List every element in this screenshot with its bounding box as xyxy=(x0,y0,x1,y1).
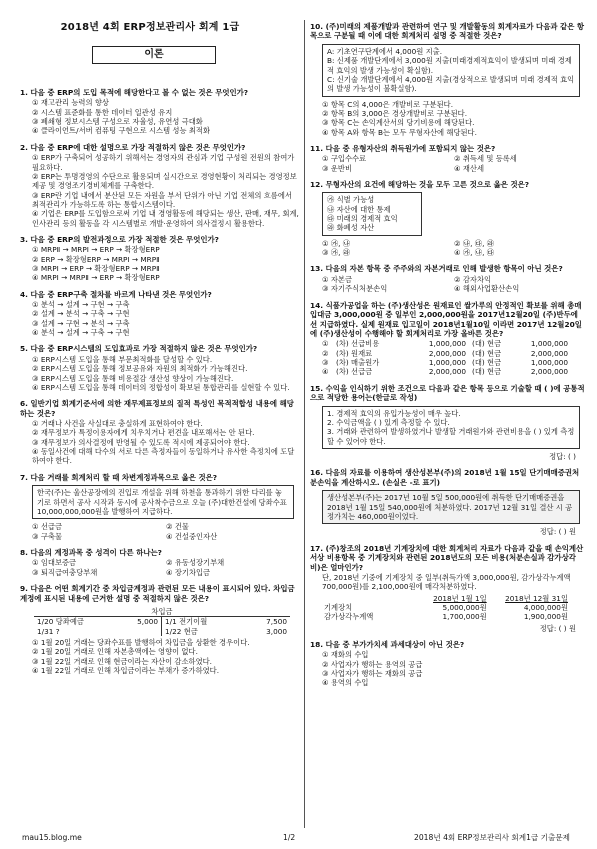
column-header: 2018년 1월 1일 xyxy=(433,593,487,603)
question-10 xyxy=(310,22,586,137)
option: ① ㉮, ㉯ xyxy=(322,238,351,248)
option: ① MRPⅡ → MRPⅠ → ERP → 확장형ERP xyxy=(32,245,160,255)
question-stem: 3. 다음 중 ERP의 발전과정으로 가장 적절한 것은 무엇인가? xyxy=(20,234,219,244)
option: ① 거래나 사건을 사실대로 충실하게 표현하여야 한다. xyxy=(32,419,203,429)
option: ④ 재산세 xyxy=(454,163,485,173)
footer-title: 2018년 4회 ERP정보관리사 회계1급 기출문제 xyxy=(414,833,570,842)
journal-row: ④ (차) 선급금 2,000,000 (대) 현금 2,000,000 xyxy=(322,367,568,377)
ledger-date: 1/1 xyxy=(165,617,177,627)
ledger-amount: 7,500 xyxy=(266,617,287,627)
option: ② 감자차익 xyxy=(454,274,492,284)
box-line: 3. 거래와 관련하여 발생하였거나 발생할 거래원가와 관련비용을 ( ) 있게 측정할 수 있어야 한다. xyxy=(327,427,575,446)
option: ④ 장기차입금 xyxy=(166,567,211,577)
box-line: A: 기초연구단계에서 4,000원 지출. xyxy=(327,46,443,56)
journal-row: ① (차) 선급비용 1,000,000 (대) 현금 1,000,000 xyxy=(322,339,568,349)
answer-line: 정답: ( ) xyxy=(549,452,576,462)
row-label: 감가상각누계액 xyxy=(324,612,374,622)
option: ① 구입수수료 xyxy=(322,154,367,164)
option: ② 사업자가 행하는 용역의 공급 xyxy=(322,659,423,669)
journal-row: ③ (차) 매출원가 1,000,000 (대) 현금 1,000,000 xyxy=(322,358,568,368)
option: ② ERP시스템 도입을 통해 정보공유와 자원의 최적화가 가능해진다. xyxy=(32,364,248,374)
option: ② 항목 B의 3,000은 경상개발비로 구분된다. xyxy=(322,108,468,118)
option: ① 분석 → 설계 → 구현 → 구축 xyxy=(32,300,130,310)
page-title: 2018년 4회 ERP정보관리사 회계 1급 xyxy=(60,22,240,33)
option: ③ MRPⅠ → ERP → 확장형ERP → MRPⅡ xyxy=(32,264,160,273)
option: ④ 클라이언트/서버 컴퓨팅 구현으로 시스템 성능 최적화 xyxy=(32,126,210,136)
question-stem: 13. 다음의 자본 항목 중 주주와의 자본거래로 인해 발생한 항목이 아닌 것은? xyxy=(310,264,563,274)
option: ④ ㉮, ㉯, ㉰ xyxy=(454,248,495,258)
option: ③ 퇴직급여충당부채 xyxy=(32,567,98,577)
question-16 xyxy=(310,468,586,536)
box-line: ㉮ 식별 가능성 xyxy=(327,195,375,205)
option: ① ERP가 구축되어 성공하기 위해서는 경영자의 관심과 기업 구성원 전원의 참여가 필요하다. xyxy=(32,153,295,172)
right-column xyxy=(310,22,586,695)
option: ① 항목 C의 4,000은 개발비로 구분된다. xyxy=(322,99,454,109)
question-stem: 12. 무형자산의 요건에 해당하는 것을 모두 고른 것으로 옳은 것은? xyxy=(310,180,530,190)
question-stem: 11. 다음 중 유형자산의 취득원가에 포함되지 않는 것은? xyxy=(310,143,496,153)
option: ④ 용역의 수입 xyxy=(322,678,369,688)
option: ① 재고관리 능력의 향상 xyxy=(32,98,109,108)
question-stem: 7. 다음 거래를 회계처리 할 때 차변계정과목으로 옳은 것은? xyxy=(20,472,218,482)
ledger-item: 전기이월 xyxy=(179,617,208,627)
question-stem: 1. 다음 중 ERP의 도입 목적에 해당한다고 볼 수 없는 것은 무엇인가? xyxy=(20,88,249,97)
ledger-amount: 3,000 xyxy=(266,626,287,636)
option: ③ ㉮, ㉱ xyxy=(322,248,351,258)
option: ① 자본금 xyxy=(322,274,353,284)
question-stem: 9. 다음은 어떤 회계기간 중 차입금계정과 관련된 모든 내용이 표시되어 있다. 차입금계정에 표시된 내용에 근거한 설명 중 적절하지 않은 것은? xyxy=(20,584,295,603)
option: ② 1월 20일 거래로 인해 자본총액에는 영향이 없다. xyxy=(32,647,198,657)
left-column xyxy=(20,88,300,682)
question-8 xyxy=(20,548,300,577)
question-box: 생산성본부(주)는 2017년 10월 5일 500,000원에 취득한 단기매매증권을 2018년 1월 15일 540,000원에 처분하였다. 2017년 12월 31일 결산 시 공정가치는 460,000원이었다. xyxy=(322,490,580,524)
question-stem: 2. 다음 중 ERP에 대한 설명으로 가장 적절하지 않은 것은 무엇인가? xyxy=(20,142,246,152)
question-4 xyxy=(20,290,300,338)
option: ③ 자기주식처분손익 xyxy=(322,284,388,294)
column-divider xyxy=(304,20,305,828)
question-stem: 8. 다음의 계정과목 중 성격이 다른 하나는? xyxy=(20,547,162,557)
option: ④ 해외사업환산손익 xyxy=(454,284,520,294)
option: ③ 설계 → 구현 → 분석 → 구축 xyxy=(32,318,130,328)
option: ② 설계 → 분석 → 구축 → 구현 xyxy=(32,309,130,319)
box-line: ㉱ 화폐성 자산 xyxy=(327,223,375,233)
box-line: B: 신제품 개발단계에서 3,000원 지출(미래경제적효익이 발생되며 미래 경제적 효익의 발생 가능성이 확실함). xyxy=(327,56,572,75)
question-stem: 6. 일반기업 회계기준서에 의한 재무제표정보의 질적 특성인 목적적합성 내용에 해당하는 것은? xyxy=(20,399,294,418)
question-box: 한국(주)는 울산공장에의 진입로 개설을 위해 하천을 통과하기 위한 다리를 놓기로 하면서 공사 시작과 동시에 공사착수금으로 오늘 (주)대한건설에 당좌수표 10,000,000,000원을 발행하여 지급하다. xyxy=(32,485,294,519)
question-18 xyxy=(310,640,586,688)
box-line: 1. 경제적 효익의 유입가능성이 매우 높다. xyxy=(327,408,461,418)
ledger-item: 현금 xyxy=(183,626,198,636)
question-stem: 18. 다음 중 부가가치세 과세대상이 아닌 것은? xyxy=(310,639,465,649)
ledger-amount: 5,000 xyxy=(137,617,158,627)
option: ③ 재무정보가 의사결정에 반영될 수 있도록 적시에 제공되어야 한다. xyxy=(32,437,250,447)
section-label: 이론 xyxy=(92,46,216,64)
option: ④ 건설중인자산 xyxy=(166,531,218,541)
row-label: 기계장치 xyxy=(324,602,353,612)
answer-line: 정답: ( ) 원 xyxy=(539,527,576,537)
box-line: ㉯ 자산에 대한 통제 xyxy=(327,204,391,214)
footer-source: mau15.blog.me xyxy=(22,833,82,842)
option: ③ 1월 22일 거래로 인해 현금이라는 자산이 감소하였다. xyxy=(32,656,212,666)
option: ② 건물 xyxy=(166,522,189,532)
option: ② ERP → 확장형ERP → MRPⅠ → MRPⅡ xyxy=(32,254,160,264)
cell: 1,900,000원 xyxy=(523,612,568,622)
option: ④ 동일사건에 대해 다수의 서로 다른 측정자들이 동일하거나 유사한 측정치에 도달하여야 한다. xyxy=(32,447,295,466)
question-stem: 16. 다음의 자료를 이용하여 생산성본부(주)의 2018년 1월 15일 단기매매증권처분손익을 계산하시오. (손실은 -로 표기) xyxy=(310,468,580,487)
question-2 xyxy=(20,143,300,228)
question-stem: 10. (주)미래의 제품개발과 관련하여 연구 및 개발활동의 회계자료가 다음과 같은 항목으로 구분될 때 이에 대한 회계처리 설명 중 적절한 것은? xyxy=(310,22,585,41)
box-line: C: 신기술 개발단계에서 4,000원 지출(경상적으로 발생되며 미래 경제적 효익의 발생 가능성이 불확실함). xyxy=(327,74,575,94)
question-stem: 15. 수익을 인식하기 위한 조건으로 다음과 같은 항목 등으로 기술할 때 ( )에 공통적으로 적당한 용어는(한글로 작성) xyxy=(310,383,585,403)
option: ③ 사업자가 행하는 재화의 공급 xyxy=(322,669,423,679)
option: ② 유동성장기부채 xyxy=(166,558,225,568)
option: ③ 폐쇄형 정보시스템 구성으로 자율성, 유연성 극대화 xyxy=(32,117,203,127)
option: ① ERP시스템 도입을 통해 부문최적화를 달성할 수 있다. xyxy=(32,354,213,364)
option: ② 시스템 표준화를 통한 데이터 일관성 유지 xyxy=(32,107,173,117)
box-line: ㉰ 미래의 경제적 효익 xyxy=(327,214,398,224)
option: ④ ERP시스템 도입을 통해 데이터의 정합성이 확보된 통합관리를 실현할 수 있다. xyxy=(32,382,290,392)
ledger-date: 1/31 xyxy=(37,626,54,636)
option: ③ 운반비 xyxy=(322,163,353,173)
cell: 4,000,000원 xyxy=(523,602,568,612)
cell: 1,700,000원 xyxy=(442,612,487,622)
column-header: 2018년 12월 31일 xyxy=(505,593,568,603)
option: ④ 항목 A와 항목 B는 모두 무형자산에 해당된다. xyxy=(322,127,477,137)
question-12 xyxy=(310,180,586,257)
question-9 xyxy=(20,584,300,675)
question-3 xyxy=(20,235,300,283)
page-number: 1/2 xyxy=(283,833,296,842)
ledger-item: ? xyxy=(55,626,60,636)
option: ③ ERP시스템 도입을 통해 비용절감 생산성 향상이 가능해진다. xyxy=(32,373,234,383)
option: ② ERP는 투명경영의 수단으로 활용되며 실시간으로 경영현황이 처리되는 경영정보제공 및 경영조기경비체계를 구축한다. xyxy=(32,171,297,191)
option: ④ 분석 → 설계 → 구축 → 구현 xyxy=(32,328,130,338)
cell: 5,000,000원 xyxy=(442,602,487,612)
option: ③ ERP란 기업 내에서 분산된 모든 자원을 부서 단위가 아닌 기업 전체의 흐름에서 최적관리가 가능하도록 하는 통합시스템이다. xyxy=(32,190,292,209)
box-line: 2. 수익금액을 ( ) 있게 측정할 수 있다. xyxy=(327,418,450,428)
option: ④ MRPⅠ → MRPⅡ → ERP → 확장형ERP xyxy=(32,273,160,283)
question-stem: 4. 다음 중 ERP구축 절차를 바르게 나타낸 것은 무엇인가? xyxy=(20,289,212,299)
option: ④ 1월 22일 거래로 인해 차입금이라는 부채가 증가하였다. xyxy=(32,665,220,675)
option: ③ 구축물 xyxy=(32,531,63,541)
question-13 xyxy=(310,264,586,293)
t-account xyxy=(34,607,290,636)
option: ① 재화의 수입 xyxy=(322,650,369,660)
question-14 xyxy=(310,301,586,377)
option: ① 임대보증금 xyxy=(32,558,77,568)
t-account-title: 차입금 xyxy=(151,606,173,616)
option: ③ 항목 C는 손익계산서의 당기비용에 해당된다. xyxy=(322,118,475,128)
ledger-date: 1/20 xyxy=(37,617,54,627)
question-17 xyxy=(310,544,586,633)
question-stem: 17. (주)창조의 2018년 기계장치에 대한 회계처리 자료가 다음과 같을 때 손익계산서상 비용항목 중 기계장치와 관련된 2018년도의 모든 비용(처분손실과 감가상각비)은 얼마인가? xyxy=(310,543,584,572)
option: ② 취득세 및 등록세 xyxy=(454,154,517,164)
option: ② ㉯, ㉰, ㉱ xyxy=(454,238,495,248)
question-5 xyxy=(20,344,300,392)
question-stem: 5. 다음 중 ERP시스템의 도입효과로 가장 적절하지 않은 것은 무엇인가? xyxy=(20,344,258,354)
question-1 xyxy=(20,88,300,136)
question-note: 단, 2018년 기중에 기계장치 중 일부(취득가액 3,000,000원, 감가상각누계액 700,000원)를 2,100,000원에 매각처분하였다. xyxy=(322,573,571,592)
option: ④ 기업은 ERP를 도입함으로써 기업 내 경영활동에 해당되는 생산, 판매, 재무, 회계, 인사관리 등의 활동을 각 시스템별로 개발·운영하여 의사결정시 활용한다. xyxy=(32,209,299,228)
question-15 xyxy=(310,384,586,462)
question-7 xyxy=(20,473,300,541)
option: ① 1월 20일 거래는 당좌수표를 발행하여 차입금을 상환한 경우이다. xyxy=(32,637,250,647)
question-11 xyxy=(310,144,586,173)
ledger-date: 1/22 xyxy=(165,626,182,636)
ledger-item: 당좌예금 xyxy=(55,617,84,627)
option: ② 재무정보가 특정이용자에게 치우치거나 편견을 내포해서는 안 된다. xyxy=(32,428,255,438)
journal-row: ② (차) 원재료 2,000,000 (대) 현금 2,000,000 xyxy=(322,348,568,358)
question-6 xyxy=(20,399,300,466)
option: ① 선급금 xyxy=(32,522,63,532)
depreciation-table xyxy=(324,594,576,622)
question-stem: 14. 식품가공업을 하는 (주)생산성은 원재료인 쌀가루의 안정적인 확보를 위해 총매입대금 3,000,000원 중 일부인 2,000,000원을 2017년12월20일 (주)반두에 선 지급하였다. 실제 원재료 입고일이 2018년1월10일 이라면 2017년 12월20일에 (주)생산성이 수행해야 할 회계처리로 가장 올바른 것은? xyxy=(310,300,582,338)
answer-line: 정답: ( ) 원 xyxy=(539,623,576,633)
